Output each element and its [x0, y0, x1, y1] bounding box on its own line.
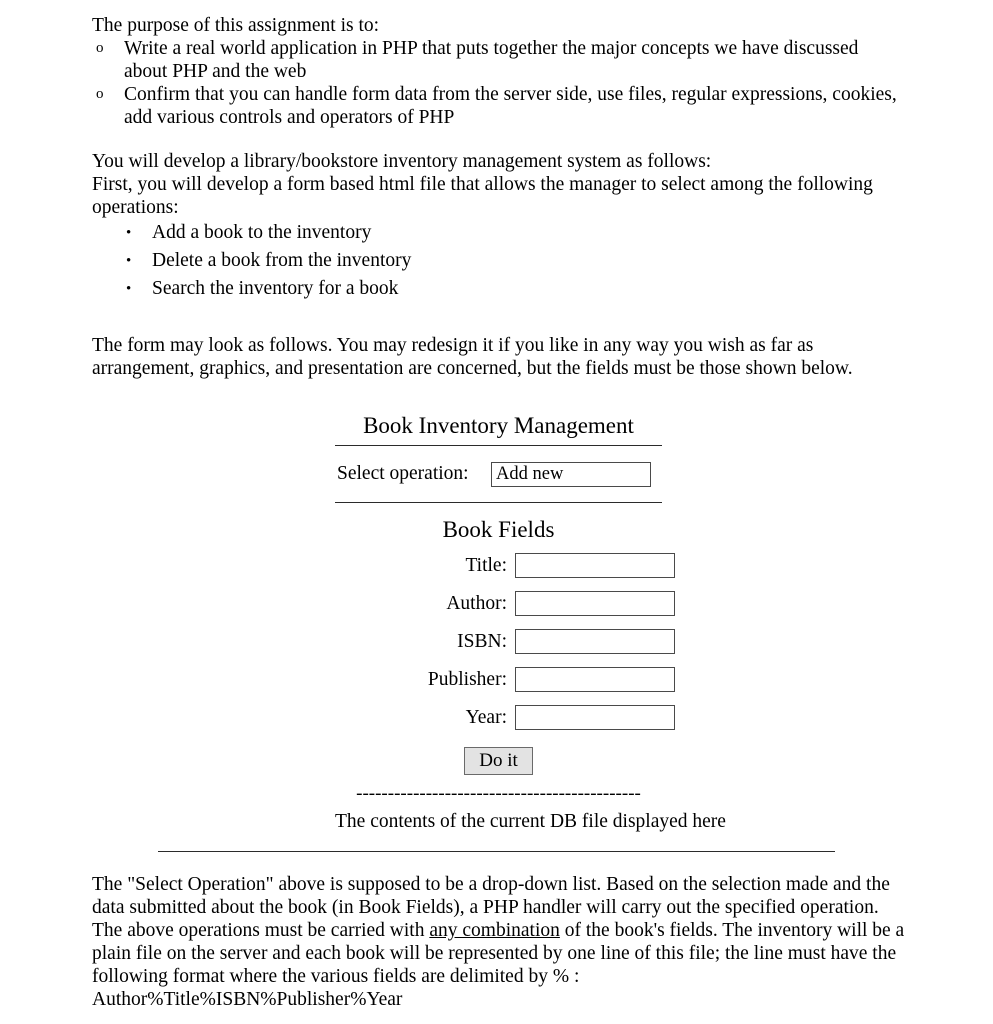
publisher-input[interactable] — [515, 667, 675, 692]
db-contents-note: The contents of the current DB file displayed here — [335, 811, 726, 832]
list-item — [92, 247, 905, 275]
closing-part-2: of the book's fields. The inventory will be a plain file on the server and each book will be represented by one line of this file; the line must have the following format where the various fields are delimited by % : — [92, 920, 905, 987]
purpose-list — [92, 37, 905, 129]
spacer — [92, 380, 905, 411]
list-item-label: Write a real world application in PHP that puts together the major concepts we have discussed about PHP and the web — [124, 38, 859, 82]
spacer — [92, 303, 905, 334]
field-row-isbn — [348, 629, 675, 654]
overview-line-1: You will develop a library/bookstore inventory management system as follows: — [92, 151, 712, 172]
hollow-bullet-icon: o — [96, 40, 104, 56]
title-input[interactable] — [515, 553, 675, 578]
closing-underlined-phrase: any combination — [429, 920, 560, 941]
intro-heading: The purpose of this assignment is to: — [92, 15, 380, 36]
author-label: Author: — [446, 592, 507, 614]
field-row-year — [348, 705, 675, 730]
title-label: Title: — [465, 554, 507, 576]
list-item — [92, 83, 905, 129]
select-operation-input[interactable] — [491, 462, 651, 487]
form-note: The form may look as follows. You may redesign it if you like in any way you wish as far as arrangement, graphics, and presentation are concerned, but the fields must be those shown below. — [92, 335, 853, 379]
author-input[interactable] — [515, 591, 675, 616]
select-operation-row — [335, 446, 662, 502]
field-row-author — [348, 591, 675, 616]
select-operation-box[interactable] — [491, 462, 651, 487]
closing-paragraph — [92, 873, 905, 988]
list-item-label: Delete a book from the inventory — [152, 250, 412, 271]
field-row-publisher — [348, 667, 675, 692]
form-title: Book Inventory Management — [363, 413, 634, 438]
year-label: Year: — [465, 706, 507, 728]
spacer — [92, 129, 905, 150]
divider-bottom-wrap — [92, 834, 905, 852]
list-item — [92, 219, 905, 247]
bullet-icon: • — [126, 253, 132, 269]
list-item — [92, 275, 905, 303]
field-row-title — [348, 553, 675, 578]
spacer — [92, 852, 905, 873]
operations-list — [92, 219, 905, 303]
overview-line-2: First, you will develop a form based html file that allows the manager to select among the following operations: — [92, 174, 873, 218]
isbn-input[interactable] — [515, 629, 675, 654]
hollow-bullet-icon: o — [96, 86, 104, 102]
select-operation-label: Select operation: — [337, 463, 469, 484]
bullet-icon: • — [126, 281, 132, 297]
bullet-icon: • — [126, 225, 132, 241]
list-item — [92, 37, 905, 83]
isbn-label: ISBN: — [457, 630, 507, 652]
dashed-separator: --------------------------------------------- — [356, 783, 641, 804]
list-item-label: Search the inventory for a book — [152, 278, 399, 299]
book-fields-title: Book Fields — [442, 517, 555, 542]
submit-row — [335, 743, 662, 775]
closing-part-1: The "Select Operation" above is supposed to be a drop-down list. Based on the selection made and the data submitted about the book (in Book Fields), a PHP handler will carry out the specified operation. The above operations must be carried with — [92, 874, 890, 941]
year-input[interactable] — [515, 705, 675, 730]
publisher-label: Publisher: — [427, 668, 507, 690]
list-item-label: Confirm that you can handle form data from the server side, use files, regular expressions, cookies, add various controls and operators of PHP — [124, 84, 897, 128]
book-inventory-form-mockup — [335, 411, 726, 834]
do-it-button[interactable]: Do it — [464, 747, 533, 775]
record-format-line: Author%Title%ISBN%Publisher%Year — [92, 989, 403, 1010]
list-item-label: Add a book to the inventory — [152, 222, 372, 243]
